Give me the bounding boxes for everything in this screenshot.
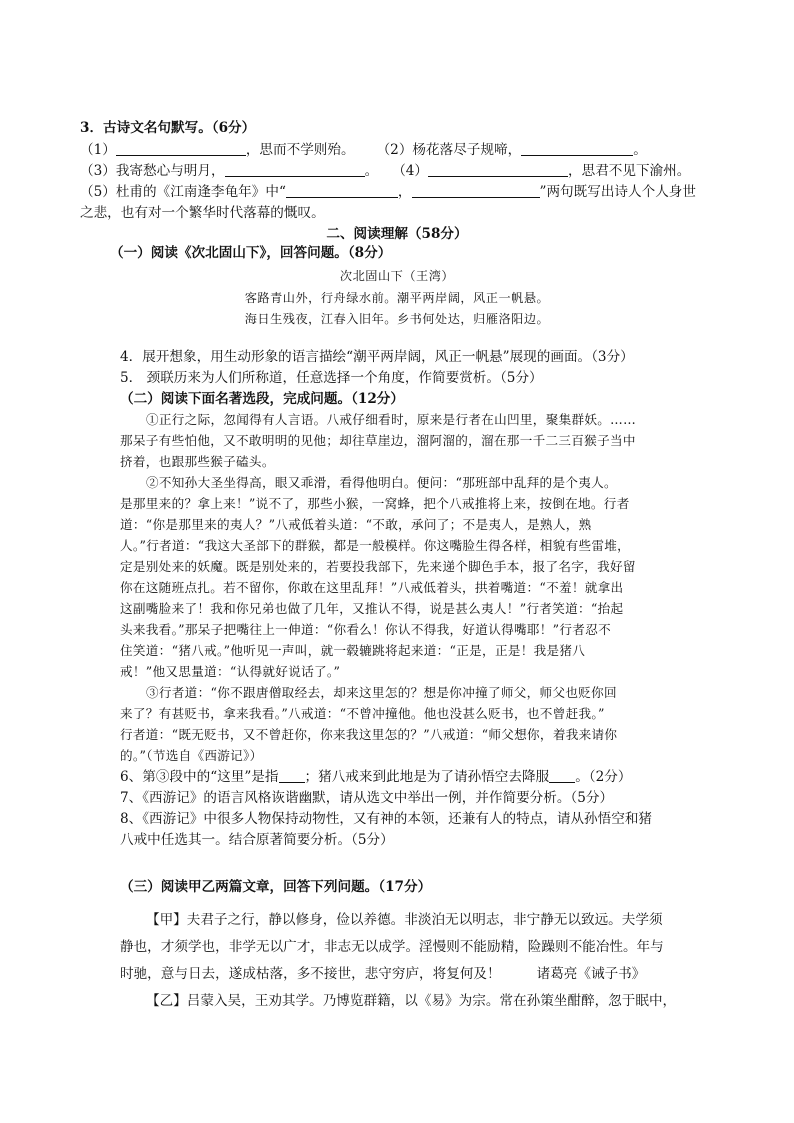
q6a: 6、第③段中的“这里”是指 xyxy=(120,769,279,785)
q3-line1 xyxy=(80,140,647,160)
passage-p2-line: 是那里来的？拿上来！”说不了，那些小猴，一窝蜂，把个八戒推将上来，按倒在地。行者 xyxy=(120,496,630,511)
passage-p2-line: 戒！”他又思量道：“认得就好说话了。” xyxy=(120,664,341,679)
q3-l2c: （4） xyxy=(392,163,429,179)
blank-2[interactable] xyxy=(521,141,633,156)
part3-title: （三）阅读甲乙两篇文章，回答下列问题。（17分） xyxy=(120,879,432,895)
q7: 7、《西游记》的语言风格诙谐幽默，请从选文中举出一例，并作简要分析。（5分） xyxy=(120,790,614,806)
blank-3[interactable] xyxy=(225,162,365,177)
q3-l1b: ，思而不学则殆。 xyxy=(245,142,355,158)
blank-1[interactable] xyxy=(116,141,246,156)
q8-line2: 八戒中任选其一。结合原著简要分析。（5分） xyxy=(120,832,394,848)
poem-line-1: 客路青山外，行舟绿水前。潮平两岸阔，风正一帆悬。 xyxy=(244,291,550,305)
jia-line-3 xyxy=(120,964,645,984)
q8-line1: 8、《西游记》中很多人物保持动物性，又有神的本领，还兼有人的特点，请从孙悟空和猪 xyxy=(120,811,653,827)
passage-p1-line: 挤着，也跟那些猴子磕头。 xyxy=(120,454,275,469)
q3-l2b: 。 xyxy=(364,163,379,179)
part1-title: （一）阅读《次北固山下》，回答问题。（8分） xyxy=(110,245,392,261)
passage-p2-line: 你在这随班点扎。若不留你，你敢在这里乱拜！”八戒低着头，拱着嘴道：“不羞！就拿出 xyxy=(120,580,624,595)
q6 xyxy=(120,767,631,787)
passage-p3-line: 来了？有甚贬书，拿来我看。”八戒道：“不曾冲撞他。他也没甚么贬书，也不曾赶我。” xyxy=(120,706,605,721)
passage-p3-line: ③行者道：“你不跟唐僧取经去，却来这里怎的？想是你冲撞了师父，师父也贬你回 xyxy=(146,685,617,700)
q3-line2 xyxy=(80,161,690,181)
jia-line-3-text: 时驰，意与日去，遂成枯落，多不接世，悲守穷庐，将复何及！ xyxy=(120,966,501,982)
q4: 4．展开想象，用生动形象的语言描绘“潮平两岸阔，风正一帆悬”展现的画面。（3分） xyxy=(120,349,634,365)
yi-line-1: 【乙】吕蒙入吴，王劝其学。乃博览群籍，以《易》为宗。常在孙策坐酣醉，忽于眠中， xyxy=(146,993,677,1009)
q3-title: 3．古诗文名句默写。（6分） xyxy=(80,120,256,136)
passage-p3-line: 行者道：“既无贬书，又不曾赶你，你来我这里怎的？”八戒道：“师父想你，着我来请你 xyxy=(120,727,618,742)
q3-l1a: （1） xyxy=(80,142,116,158)
q3-line4: 之悲，也有对一个繁华时代落幕的慨叹。 xyxy=(80,205,325,221)
q5: 5． 颈联历来为人们所称道，任意选择一个角度，作简要赏析。（5分） xyxy=(120,370,543,386)
blank-5[interactable] xyxy=(286,183,398,198)
blank-6[interactable] xyxy=(412,183,540,198)
blank-q6-1[interactable] xyxy=(279,768,305,783)
q3-l1d: 。 xyxy=(633,142,647,158)
q3-l3a: （5）杜甫的《江南逢李龟年》中“ xyxy=(80,184,286,200)
q3-l3c: ”两句既写出诗人个人身世 xyxy=(539,184,696,200)
passage-p1-line: ①正行之际，忽闻得有人言语。八戒仔细看时，原来是行者在山凹里，聚集群妖。…… xyxy=(146,412,636,427)
q3-line3 xyxy=(80,182,696,202)
passage-p2-line: 这副嘴脸来了！我和你兄弟也做了几年，又推认不得，说是甚么夷人！”行者笑道：“抬起 xyxy=(120,601,624,616)
poem-title: 次北固山下（王湾） xyxy=(339,269,455,283)
passage-p2-line: 人。”行者道：“我这大圣部下的群猴，都是一般模样。你这嘴脸生得各样，相貌有些雷堆， xyxy=(120,538,631,553)
passage-p2-line: 头来我看。”那呆子把嘴往上一伸道：“你看么！你认不得我，好道认得嘴耶！”行者忍不 xyxy=(120,622,611,637)
q3-l1c: （2）杨花落尽子规啼， xyxy=(376,142,522,158)
jia-line-2: 静也，才须学也，非学无以广才，非志无以成学。淫慢则不能励精，险躁则不能冶性。年与 xyxy=(120,939,664,955)
blank-4[interactable] xyxy=(428,162,568,177)
passage-p2-line: ②不知孙大圣坐得高，眼又乖滑，看得他明白。便问：“那班部中乱拜的是个夷人。 xyxy=(146,475,617,490)
passage-p2-line: 定是别处来的妖魔。既是别处来的，若要投我部下，先来递个脚色手本，报了名字，我好留 xyxy=(120,559,636,574)
q6c: 。（2分） xyxy=(575,769,632,785)
passage-p2-line: 道：“你是那里来的夷人？”八戒低着头道：“不敢，承问了；不是夷人，是熟人，熟 xyxy=(120,517,592,532)
passage-p1-line: 那呆子有些怕他，又不敢明明的见他；却往草崖边，溜阿溜的，溜在那一千二三百猴子当中 xyxy=(120,433,636,448)
q3-l3b: ， xyxy=(397,184,412,200)
q3-l2a: （3）我寄愁心与明月， xyxy=(80,163,225,179)
jia-source: 诸葛亮《诫子书》 xyxy=(536,966,646,982)
passage-p2-line: 住笑道：“猪八戒。”他听见一声叫，就一毂辘跳将起来道：“正是，正是！我是猪八 xyxy=(120,643,586,658)
q3-l2d: ，思君不见下渝州。 xyxy=(568,163,691,179)
passage-p3-line: 的。”（节选自《西游记》） xyxy=(120,748,263,763)
jia-line-1: 【甲】夫君子之行，静以修身，俭以养德。非淡泊无以明志，非宁静无以致远。夫学须 xyxy=(146,912,663,928)
blank-q6-2[interactable] xyxy=(549,768,575,783)
part2-title: （二）阅读下面名著选段，完成问题。（12分） xyxy=(120,391,404,407)
poem-line-2: 海日生残夜，江春入旧年。乡书何处达，归雁洛阳边。 xyxy=(244,312,550,326)
section2-title: 二、阅读理解（58分） xyxy=(326,226,468,242)
q6b: ；猪八戒来到此地是为了请孙悟空去降服 xyxy=(304,769,550,785)
